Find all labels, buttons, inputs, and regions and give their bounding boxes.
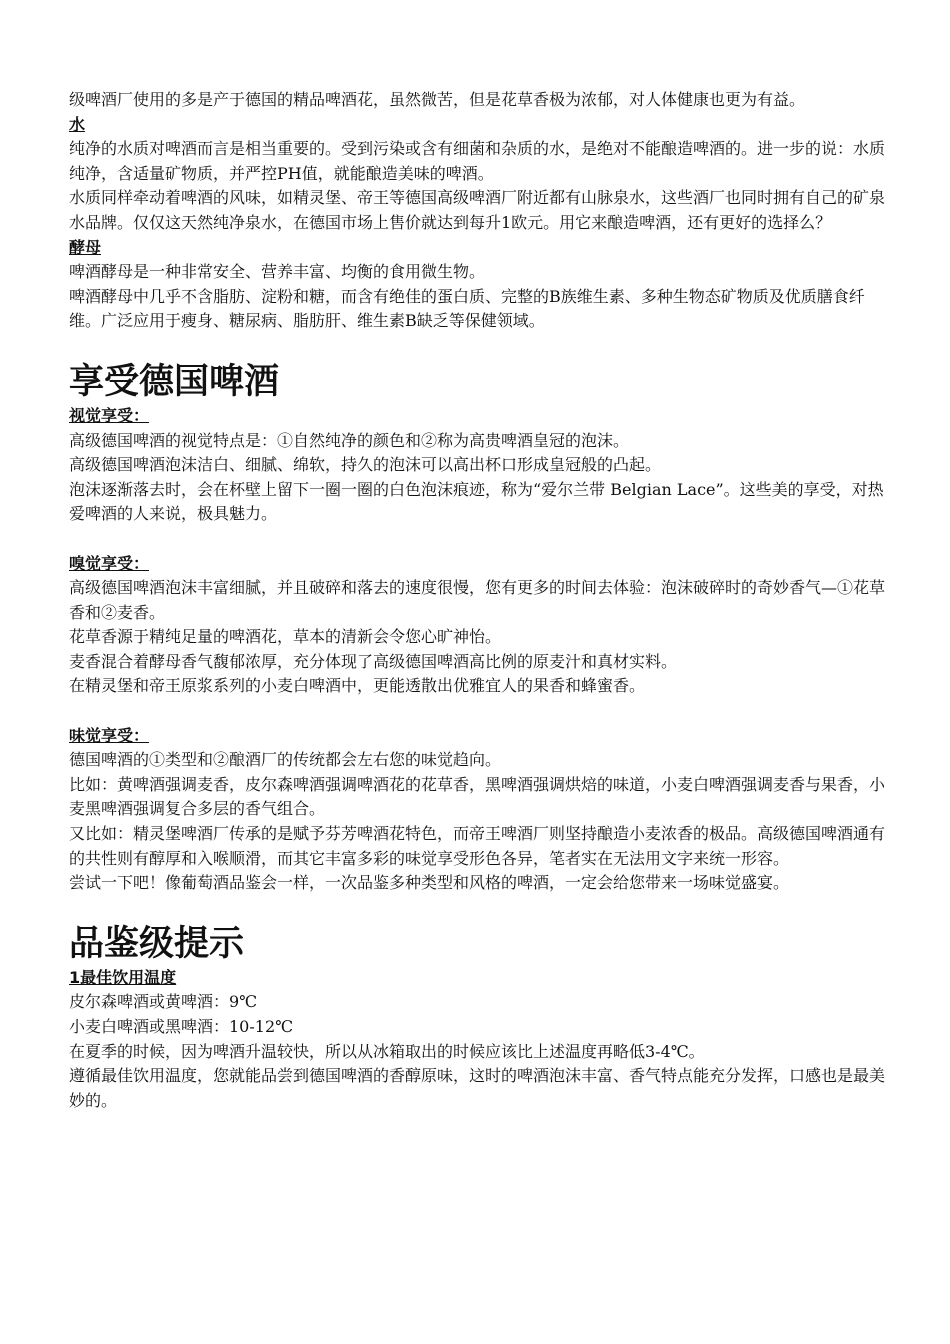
enjoy-heading: 享受德国啤酒 bbox=[69, 361, 280, 402]
water-paragraph-1: 纯净的水质对啤酒而言是相当重要的。受到污染或含有细菌和杂质的水，是绝对不能酿造啤酒的。进一步的说：水质纯净，含适量矿物质，并严控PH值，就能酿造美味的啤酒。 bbox=[69, 139, 886, 183]
smell-paragraph-3: 麦香混合着酵母香气馥郁浓厚，充分体现了高级德国啤酒高比例的原麦汁和真材实料。 bbox=[69, 651, 678, 671]
visual-subheading: 视觉享受： bbox=[69, 405, 150, 425]
temp-subheading: 1最佳饮用温度 bbox=[69, 967, 177, 987]
document-page bbox=[69, 88, 885, 1113]
yeast-paragraph-1: 啤酒酵母是一种非常安全、营养丰富、均衡的食用微生物。 bbox=[69, 262, 486, 282]
visual-paragraph-3: 泡沫逐渐落去时，会在杯壁上留下一圈一圈的白色泡沫痕迹，称为“爱尔兰带 Belgian Lace”。这些美的享受，对热爱啤酒的人来说，极具魅力。 bbox=[69, 479, 884, 524]
visual-paragraph-1: 高级德国啤酒的视觉特点是：①自然纯净的颜色和②称为高贵啤酒皇冠的泡沫。 bbox=[69, 430, 630, 450]
water-subheading: 水 bbox=[69, 114, 86, 134]
yeast-subheading: 酵母 bbox=[69, 237, 102, 257]
visual-paragraph-2: 高级德国啤酒泡沫洁白、细腻、绵软，持久的泡沫可以高出杯口形成皇冠般的凸起。 bbox=[69, 455, 662, 475]
temp-paragraph-2: 小麦白啤酒或黑啤酒：10-12℃ bbox=[69, 1017, 294, 1036]
yeast-paragraph-2: 啤酒酵母中几乎不含脂肪、淀粉和糖，而含有绝佳的蛋白质、完整的B族维生素、多种生物态矿物质及优质膳食纤维。广泛应用于瘦身、糖尿病、脂肪肝、维生素B缺乏等保健领域。 bbox=[69, 286, 865, 331]
temp-paragraph-4: 遵循最佳饮用温度，您就能品尝到德国啤酒的香醇原味，这时的啤酒泡沫丰富、香气特点能充分发挥，口感也是最美妙的。 bbox=[69, 1066, 886, 1110]
taste-paragraph-2: 比如：黄啤酒强调麦香，皮尔森啤酒强调啤酒花的花草香，黑啤酒强调烘焙的味道，小麦白啤酒强调麦香与果香，小麦黑啤酒强调复合多层的香气组合。 bbox=[69, 774, 886, 819]
taste-paragraph-1: 德国啤酒的①类型和②酿酒厂的传统都会左右您的味觉趋向。 bbox=[69, 750, 502, 770]
smell-paragraph-2: 花草香源于精纯足量的啤酒花，草本的清新会令您心旷神怡。 bbox=[69, 627, 502, 647]
smell-subheading: 嗅觉享受： bbox=[69, 553, 150, 573]
water-paragraph-2: 水质同样牵动着啤酒的风味，如精灵堡、帝王等德国高级啤酒厂附近都有山脉泉水，这些酒厂也同时拥有自己的矿泉水品牌。仅仅这天然纯净泉水，在德国市场上售价就达到每升1欧元。用它来酿造啤酒，还有更好的选择么？ bbox=[69, 188, 886, 232]
smell-paragraph-1: 高级德国啤酒泡沫丰富细腻，并且破碎和落去的速度很慢，您有更多的时间去体验：泡沫破碎时的奇妙香气—①花草香和②麦香。 bbox=[69, 578, 886, 622]
taste-paragraph-4: 尝试一下吧！像葡萄酒品鉴会一样，一次品鉴多种类型和风格的啤酒，一定会给您带来一场味觉盛宴。 bbox=[69, 873, 790, 893]
temp-paragraph-1: 皮尔森啤酒或黄啤酒：9℃ bbox=[69, 992, 258, 1012]
intro-paragraph: 级啤酒厂使用的多是产于德国的精品啤酒花，虽然微苦，但是花草香极为浓郁，对人体健康也更为有益。 bbox=[69, 90, 806, 109]
tips-heading: 品鉴级提示 bbox=[69, 923, 245, 964]
taste-paragraph-3: 又比如：精灵堡啤酒厂传承的是赋予芬芳啤酒花特色，而帝王啤酒厂则坚持酿造小麦浓香的极品。高级德国啤酒通有的共性则有醇厚和入喉顺滑，而其它丰富多彩的味觉享受形色各异，笔者实在无法用文字来统一形容。 bbox=[69, 824, 886, 868]
temp-paragraph-3: 在夏季的时候，因为啤酒升温较快，所以从冰箱取出的时候应该比上述温度再略低3-4℃。 bbox=[69, 1041, 705, 1061]
smell-paragraph-4: 在精灵堡和帝王原浆系列的小麦白啤酒中，更能透散出优雅宜人的果香和蜂蜜香。 bbox=[69, 676, 646, 696]
taste-subheading: 味觉享受： bbox=[69, 725, 150, 745]
